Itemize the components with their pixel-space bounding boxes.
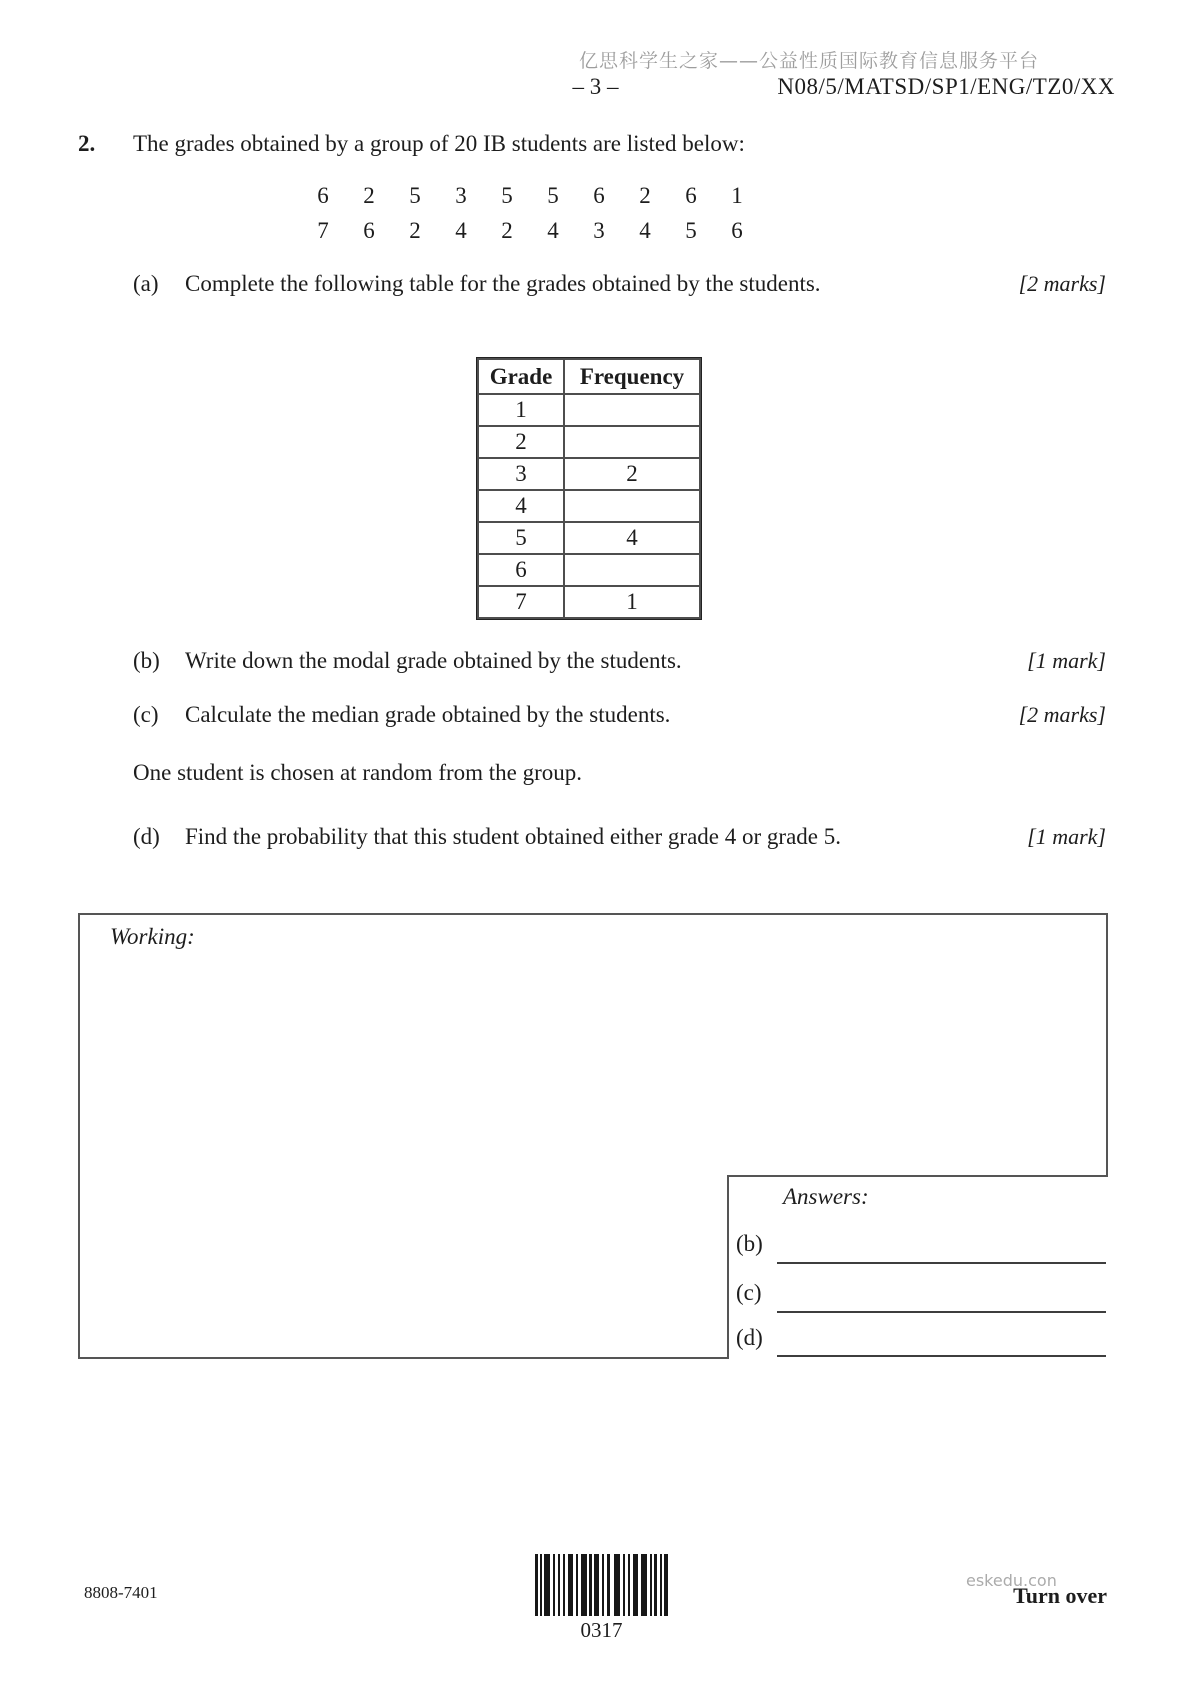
grade-value: 4 bbox=[639, 218, 651, 243]
part-c-text: Calculate the median grade obtained by the students. bbox=[185, 702, 671, 727]
grade-value: 5 bbox=[685, 218, 697, 243]
grade-value: 2 bbox=[501, 218, 513, 243]
frequency-column-header: Frequency bbox=[564, 359, 700, 394]
grade-value: 1 bbox=[731, 183, 743, 208]
grade-value: 5 bbox=[547, 183, 559, 208]
table-row bbox=[478, 458, 700, 490]
table-row bbox=[478, 554, 700, 586]
grade-value: 3 bbox=[593, 218, 605, 243]
table-row bbox=[478, 490, 700, 522]
frequency-cell bbox=[564, 426, 700, 458]
page-number: – 3 – bbox=[572, 74, 619, 99]
grade-cell: 2 bbox=[478, 426, 564, 458]
grade-value: 6 bbox=[685, 183, 697, 208]
answer-d-label: (d) bbox=[736, 1325, 763, 1350]
question-interlude: One student is chosen at random from the group. bbox=[133, 760, 583, 785]
grade-cell: 4 bbox=[478, 490, 564, 522]
frequency-cell: 4 bbox=[564, 522, 700, 554]
grade-value: 6 bbox=[593, 183, 605, 208]
part-d-label: (d) bbox=[133, 824, 160, 849]
answer-c-field bbox=[777, 1311, 1106, 1313]
question-number: 2. bbox=[78, 131, 96, 156]
answer-c-label: (c) bbox=[736, 1280, 762, 1305]
grade-value: 5 bbox=[409, 183, 421, 208]
barcode bbox=[535, 1554, 668, 1616]
grade-cell: 3 bbox=[478, 458, 564, 490]
part-b-label: (b) bbox=[133, 648, 160, 673]
frequency-cell bbox=[564, 554, 700, 586]
grade-column-header: Grade bbox=[478, 359, 564, 394]
grades-list bbox=[300, 183, 760, 244]
grade-cell: 7 bbox=[478, 586, 564, 618]
frequency-cell: 1 bbox=[564, 586, 700, 618]
part-d-marks: [1 mark] bbox=[1027, 824, 1106, 849]
grade-value: 4 bbox=[547, 218, 559, 243]
grade-value: 2 bbox=[363, 183, 375, 208]
part-c-marks: [2 marks] bbox=[1018, 702, 1106, 727]
grade-value: 2 bbox=[639, 183, 651, 208]
frequency-table bbox=[477, 358, 701, 619]
frequency-cell bbox=[564, 490, 700, 522]
table-row bbox=[478, 394, 700, 426]
chinese-watermark: 亿思科学生之家——公益性质国际教育信息服务平台 bbox=[578, 50, 1039, 72]
frequency-cell: 2 bbox=[564, 458, 700, 490]
working-label: Working: bbox=[110, 924, 195, 949]
site-watermark: eskedu.con bbox=[966, 1571, 1057, 1590]
paper-code: N08/5/MATSD/SP1/ENG/TZ0/XX bbox=[777, 74, 1115, 99]
answer-b-field bbox=[777, 1262, 1106, 1264]
grade-cell: 6 bbox=[478, 554, 564, 586]
grade-value: 4 bbox=[455, 218, 467, 243]
answer-d-field bbox=[777, 1355, 1106, 1357]
grade-cell: 5 bbox=[478, 522, 564, 554]
part-a-text: Complete the following table for the grades obtained by the students. bbox=[185, 271, 821, 296]
table-row bbox=[478, 586, 700, 618]
grade-value: 6 bbox=[363, 218, 375, 243]
grade-value: 2 bbox=[409, 218, 421, 243]
part-d-text: Find the probability that this student obtained either grade 4 or grade 5. bbox=[185, 824, 841, 849]
document-number: 8808-7401 bbox=[84, 1583, 158, 1602]
barcode-number: 0317 bbox=[580, 1618, 623, 1642]
grade-value: 6 bbox=[731, 218, 743, 243]
part-c-label: (c) bbox=[133, 702, 159, 727]
frequency-cell bbox=[564, 394, 700, 426]
answers-label: Answers: bbox=[783, 1184, 869, 1209]
grade-value: 7 bbox=[317, 218, 329, 243]
grade-value: 3 bbox=[455, 183, 467, 208]
part-a-marks: [2 marks] bbox=[1018, 271, 1106, 296]
part-a-label: (a) bbox=[133, 271, 159, 296]
grade-cell: 1 bbox=[478, 394, 564, 426]
table-header-row bbox=[478, 359, 700, 394]
grade-value: 6 bbox=[317, 183, 329, 208]
part-b-marks: [1 mark] bbox=[1027, 648, 1106, 673]
question-intro: The grades obtained by a group of 20 IB students are listed below: bbox=[133, 131, 745, 156]
table-row bbox=[478, 522, 700, 554]
table-row bbox=[478, 426, 700, 458]
answer-b-label: (b) bbox=[736, 1231, 763, 1256]
grade-value: 5 bbox=[501, 183, 513, 208]
turn-over-label: Turn over bbox=[1013, 1583, 1107, 1608]
part-b-text: Write down the modal grade obtained by the students. bbox=[185, 648, 682, 673]
